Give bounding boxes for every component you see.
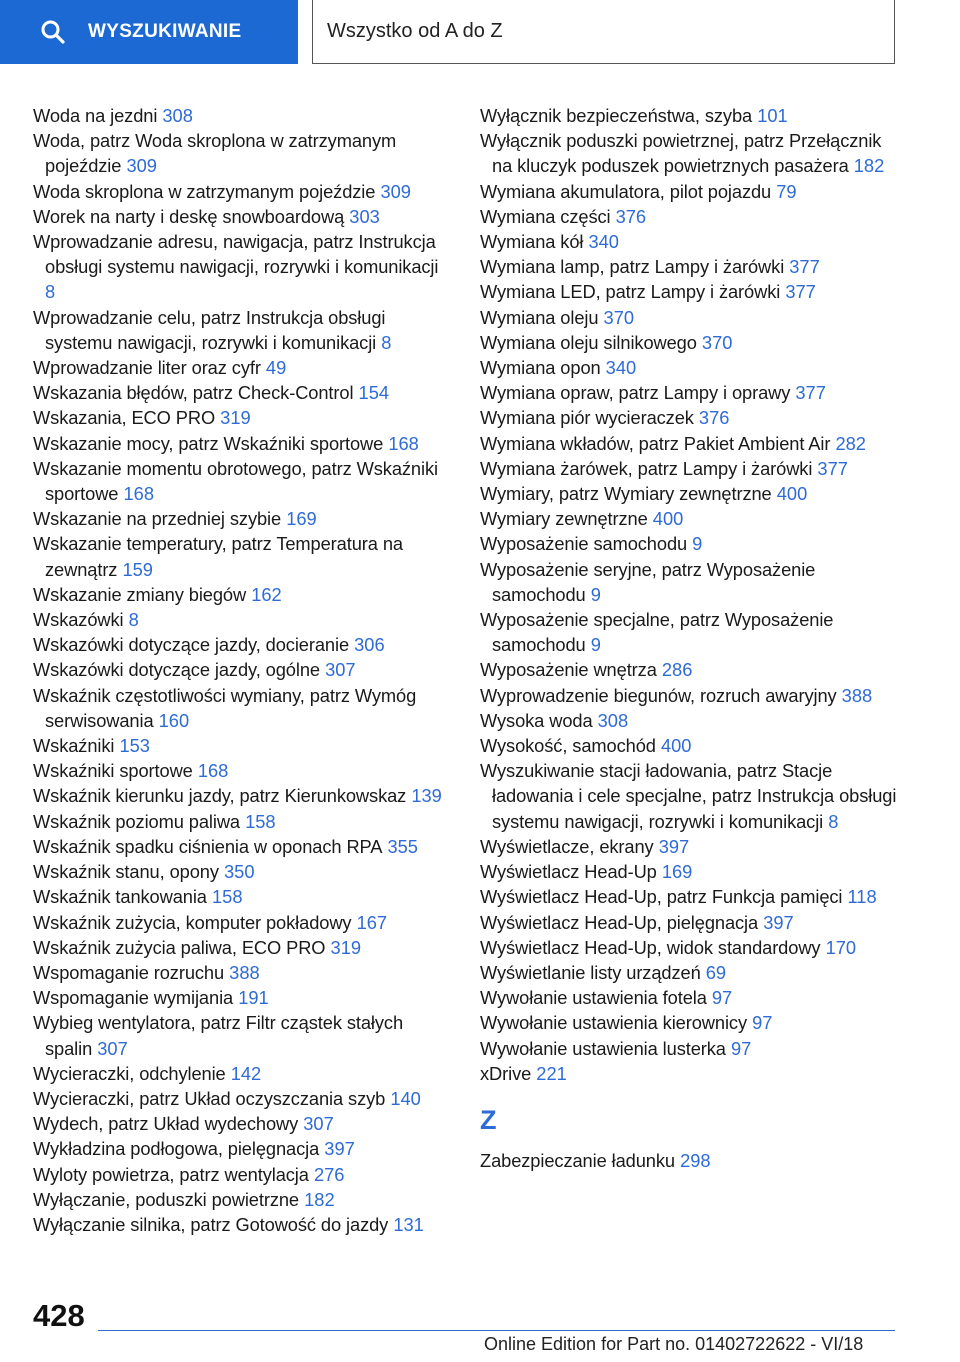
index-entry-page-link[interactable]: 306 bbox=[354, 634, 385, 656]
index-entry-page-link[interactable]: 8 bbox=[828, 810, 839, 832]
tab-a-to-z-label: Wszystko od A do Z bbox=[327, 20, 503, 42]
index-entry-term: Wyłączanie, poduszki powietrzne bbox=[33, 1188, 300, 1210]
page-number: 428 bbox=[33, 1298, 85, 1333]
index-entry-page-link[interactable]: 282 bbox=[835, 432, 866, 454]
index-entry-page-link[interactable]: 319 bbox=[330, 936, 362, 958]
index-entry-term: Wyświetlanie listy urządzeń bbox=[480, 961, 701, 983]
index-entry bbox=[33, 783, 443, 808]
index-entry bbox=[480, 708, 900, 733]
index-entry-page-link[interactable]: 142 bbox=[230, 1062, 262, 1084]
index-entry-term: Wyprowadzenie biegunów, rozruch awaryjny bbox=[480, 684, 837, 706]
index-entry-term: xDrive bbox=[480, 1062, 532, 1084]
index-entry-page-link[interactable]: 319 bbox=[220, 407, 251, 429]
index-entry bbox=[33, 103, 443, 128]
index-entry-term: Wprowadzanie celu, patrz Instrukcja obsługi systemu nawigacji, rozrywki i komunikacji bbox=[33, 306, 386, 353]
index-entry bbox=[33, 179, 443, 204]
index-entry-term: Wywołanie ustawienia lusterka bbox=[480, 1037, 726, 1059]
index-entry-page-link[interactable]: 191 bbox=[238, 987, 269, 1009]
index-entry bbox=[480, 758, 900, 834]
index-entry-term: Wskazanie mocy, patrz Wskaźniki sportowe bbox=[33, 432, 384, 454]
index-column-left bbox=[33, 103, 443, 1237]
index-entry-term: Wyświetlacz Head-Up, patrz Funkcja pamięci bbox=[480, 886, 843, 908]
index-entry-term: Wskazówki dotyczące jazdy, docieranie bbox=[33, 634, 350, 656]
index-entry bbox=[480, 733, 900, 758]
index-entry-page-link[interactable]: 400 bbox=[660, 735, 692, 757]
index-entry-page-link[interactable]: 97 bbox=[752, 1012, 773, 1034]
index-entry-term: Wprowadzanie adresu, nawigacja, patrz Instrukcja obsługi systemu nawigacji, rozrywki i komunikacji bbox=[33, 231, 439, 278]
index-entry bbox=[480, 305, 900, 330]
index-entry-page-link[interactable]: 355 bbox=[387, 835, 418, 857]
index-entry-page-link[interactable]: 400 bbox=[776, 483, 808, 505]
index-entry-page-link[interactable]: 377 bbox=[795, 382, 826, 404]
index-entry-term: Zabezpieczanie ładunku bbox=[480, 1149, 675, 1171]
index-entry-page-link[interactable]: 118 bbox=[847, 886, 877, 908]
index-entry-term: Wskazanie na przedniej szybie bbox=[33, 508, 282, 530]
index-entry-page-link[interactable]: 388 bbox=[841, 684, 873, 706]
index-entry-term: Wybieg wentylatora, patrz Filtr cząstek stałych spalin bbox=[33, 1012, 404, 1059]
index-entry bbox=[480, 481, 900, 506]
index-entry bbox=[480, 1010, 900, 1035]
index-entry-term: Wycieraczki, patrz Układ oczyszczania szyb bbox=[33, 1087, 386, 1109]
index-entry-page-link[interactable]: 307 bbox=[97, 1037, 128, 1059]
index-entry bbox=[480, 1148, 900, 1173]
index-entry-term: Wspomaganie wymijania bbox=[33, 987, 234, 1009]
index-entry-term: Wymiana części bbox=[480, 205, 611, 227]
index-entry-term: Wprowadzanie liter oraz cyfr bbox=[33, 357, 261, 379]
index-entry-page-link[interactable]: 97 bbox=[730, 1037, 752, 1059]
index-entry-page-link[interactable]: 308 bbox=[597, 709, 629, 731]
index-entry-term: Woda na jezdni bbox=[33, 105, 158, 126]
index-entry-page-link[interactable]: 162 bbox=[251, 583, 282, 605]
index-entry-page-link[interactable]: 139 bbox=[411, 785, 442, 807]
index-entry bbox=[33, 1111, 443, 1136]
index-entry-page-link[interactable]: 49 bbox=[265, 357, 287, 379]
index-entry bbox=[33, 758, 443, 783]
search-tab[interactable] bbox=[0, 0, 298, 64]
index-entry-term: Wymiana opon bbox=[480, 357, 601, 379]
index-entry-page-link[interactable]: 397 bbox=[324, 1138, 355, 1160]
index-entry-term: Wysokość, samochód bbox=[480, 735, 656, 757]
index-entry bbox=[33, 380, 443, 405]
index-entry bbox=[33, 607, 443, 632]
index-entry-page-link[interactable]: 340 bbox=[588, 231, 619, 253]
index-entry bbox=[33, 531, 443, 581]
footer-rule bbox=[98, 1330, 895, 1331]
index-entry-page-link[interactable]: 169 bbox=[661, 861, 693, 883]
index-entry-term: Wymiana wkładów, patrz Pakiet Ambient Air bbox=[480, 432, 831, 454]
index-entry-page-link[interactable]: 370 bbox=[603, 306, 635, 328]
footer-edition-text: Online Edition for Part no. 01402722622 - VI/18 bbox=[484, 1334, 864, 1354]
section-letter-z: Z bbox=[480, 1104, 497, 1135]
index-column-right bbox=[480, 103, 900, 1173]
index-entry-page-link[interactable]: 182 bbox=[853, 155, 885, 177]
index-entry-page-link[interactable]: 350 bbox=[223, 861, 255, 883]
index-entry bbox=[480, 1061, 900, 1086]
index-entry-page-link[interactable]: 153 bbox=[119, 735, 150, 757]
index-entry bbox=[33, 1162, 443, 1187]
index-entry-term: Wspomaganie rozruchu bbox=[33, 961, 225, 983]
index-entry-page-link[interactable]: 298 bbox=[680, 1149, 711, 1171]
index-entry-page-link[interactable]: 276 bbox=[313, 1163, 345, 1185]
index-entry-page-link[interactable]: 140 bbox=[390, 1087, 421, 1109]
index-entry-term: Wskaźniki sportowe bbox=[33, 760, 193, 782]
index-entry-term: Wyłącznik poduszki powietrznej, patrz Przełącznik na kluczyk poduszek powietrznych pasażera bbox=[480, 130, 882, 177]
index-entry bbox=[33, 128, 443, 178]
index-entry bbox=[480, 985, 900, 1010]
index-entry bbox=[33, 506, 443, 531]
index-entry-page-link[interactable]: 154 bbox=[358, 382, 390, 404]
index-entry-term: Wskazania, ECO PRO bbox=[33, 407, 216, 429]
index-entry-page-link[interactable]: 79 bbox=[776, 180, 797, 202]
index-entry-page-link[interactable]: 9 bbox=[590, 583, 601, 605]
index-entry bbox=[33, 1086, 443, 1111]
index-entry bbox=[480, 103, 900, 128]
index-entry-term: Wskaźnik częstotliwości wymiany, patrz Wymóg serwisowania bbox=[33, 684, 417, 731]
index-entry-term: Wymiana piór wycieraczek bbox=[480, 407, 694, 429]
index-entry-page-link[interactable]: 340 bbox=[605, 357, 637, 379]
index-entry bbox=[480, 456, 900, 481]
index-entry-page-link[interactable]: 309 bbox=[126, 155, 157, 177]
index-entry bbox=[480, 506, 900, 531]
index-entry-page-link[interactable]: 169 bbox=[286, 508, 317, 530]
index-entry-page-link[interactable]: 400 bbox=[652, 508, 684, 530]
index-entry-term: Wyposażenie wnętrza bbox=[480, 659, 657, 681]
index-entry bbox=[480, 204, 900, 229]
index-entry bbox=[33, 683, 443, 733]
index-entry-term: Wyświetlacz Head-Up, pielęgnacja bbox=[480, 911, 759, 933]
index-entry-page-link[interactable]: 308 bbox=[162, 105, 193, 126]
index-entry bbox=[480, 279, 900, 304]
index-entry bbox=[33, 910, 443, 935]
index-entry bbox=[33, 733, 443, 758]
index-entry bbox=[33, 632, 443, 657]
index-entry-term: Woda skroplona w zatrzymanym pojeździe bbox=[33, 180, 376, 202]
index-entry-term: Wywołanie ustawienia fotela bbox=[480, 987, 707, 1009]
index-entry bbox=[33, 204, 443, 229]
index-entry-term: Wyposażenie samochodu bbox=[480, 533, 688, 555]
index-entry bbox=[480, 128, 900, 178]
index-entry-page-link[interactable]: 376 bbox=[615, 205, 647, 227]
search-tab-label: WYSZUKIWANIE bbox=[88, 21, 242, 42]
index-entry bbox=[33, 960, 443, 985]
search-icon bbox=[40, 19, 66, 45]
index-entry-term: Wyłączanie silnika, patrz Gotowość do jazdy bbox=[33, 1213, 389, 1235]
index-entry bbox=[480, 884, 900, 909]
index-entry bbox=[480, 910, 900, 935]
index-entry-term: Wskaźnik zużycia, komputer pokładowy bbox=[33, 911, 352, 933]
index-entry bbox=[33, 657, 443, 682]
index-entry-term: Wskazówki bbox=[33, 609, 124, 631]
index-entry bbox=[33, 1061, 443, 1086]
index-entry-page-link[interactable]: 8 bbox=[45, 281, 56, 303]
index-entry bbox=[33, 582, 443, 607]
index-entry-page-link[interactable]: 158 bbox=[211, 886, 243, 908]
index-entry-term: Wskaźnik tankowania bbox=[33, 886, 207, 908]
index-entry-term: Wskaźnik zużycia paliwa, ECO PRO bbox=[33, 936, 326, 958]
index-entry-term: Wymiary, patrz Wymiary zewnętrzne bbox=[480, 483, 772, 505]
index-entry bbox=[33, 355, 443, 380]
index-entry-term: Wskaźnik kierunku jazdy, patrz Kierunkowskaz bbox=[33, 785, 407, 807]
index-entry bbox=[480, 607, 900, 657]
index-entry-term: Wskazanie momentu obrotowego, patrz Wskaźniki sportowe bbox=[33, 457, 438, 505]
index-entry bbox=[480, 960, 900, 985]
index-entry-term: Wskaźnik stanu, opony bbox=[33, 861, 219, 883]
index-entry-page-link[interactable]: 159 bbox=[122, 558, 153, 580]
index-entry bbox=[33, 985, 443, 1010]
index-entry-term: Wskazania błędów, patrz Check-Control bbox=[33, 382, 354, 404]
tab-a-to-z[interactable] bbox=[312, 0, 895, 64]
index-entry-page-link[interactable]: 309 bbox=[380, 180, 411, 202]
index-entry-page-link[interactable]: 182 bbox=[304, 1188, 335, 1210]
index-entry-page-link[interactable]: 101 bbox=[757, 105, 788, 126]
index-entry bbox=[480, 683, 900, 708]
index-entry bbox=[480, 1036, 900, 1061]
index-entry-term: Woda, patrz Woda skroplona w zatrzymanym pojeździe bbox=[33, 130, 397, 177]
index-entry-page-link[interactable]: 168 bbox=[388, 432, 419, 454]
index-entry-page-link[interactable]: 286 bbox=[661, 659, 693, 681]
index-entry-term: Wysoka woda bbox=[480, 709, 593, 731]
index-entry bbox=[480, 355, 900, 380]
index-entry-page-link[interactable]: 167 bbox=[356, 911, 388, 933]
index-entry-term: Wycieraczki, odchylenie bbox=[33, 1062, 226, 1084]
index-entry-term: Wymiary zewnętrzne bbox=[480, 508, 648, 530]
index-entry-term: Wskazówki dotyczące jazdy, ogólne bbox=[33, 659, 320, 681]
index-entry-page-link[interactable]: 69 bbox=[705, 961, 727, 983]
index-entry-page-link[interactable]: 397 bbox=[763, 911, 794, 933]
index-entry-term: Wymiana kół bbox=[480, 231, 584, 253]
index-entry-page-link[interactable]: 160 bbox=[158, 709, 190, 731]
index-entry bbox=[480, 254, 900, 279]
index-entry bbox=[480, 657, 900, 682]
index-entry bbox=[33, 1136, 443, 1161]
index-entry bbox=[33, 305, 443, 355]
index-entry-term: Wskaźnik spadku ciśnienia w oponach RPA bbox=[33, 835, 383, 857]
index-entry-page-link[interactable]: 131 bbox=[393, 1213, 424, 1235]
index-entry bbox=[33, 884, 443, 909]
index-entry-term: Wyposażenie seryjne, patrz Wyposażenie samochodu bbox=[480, 558, 816, 605]
index-entry-term: Wydech, patrz Układ wydechowy bbox=[33, 1113, 299, 1135]
index-entry-page-link[interactable]: 8 bbox=[381, 331, 392, 353]
index-entry-term: Wykładzina podłogowa, pielęgnacja bbox=[33, 1138, 320, 1160]
index-entry-page-link[interactable]: 376 bbox=[698, 407, 730, 429]
index-entry bbox=[33, 229, 443, 305]
index-entry bbox=[480, 859, 900, 884]
index-entry-term: Wymiana oleju bbox=[480, 306, 599, 328]
index-entry-page-link[interactable]: 9 bbox=[590, 634, 601, 656]
index-entry-term: Wymiana akumulatora, pilot pojazdu bbox=[480, 180, 772, 202]
index-entry-term: Wyświetlacze, ekrany bbox=[480, 835, 654, 857]
index-entry-term: Wskazanie temperatury, patrz Temperatura na zewnątrz bbox=[33, 533, 403, 580]
index-entry-term: Wskazanie zmiany biegów bbox=[33, 583, 247, 605]
index-entry bbox=[480, 557, 900, 607]
index-entry bbox=[480, 229, 900, 254]
index-entry bbox=[33, 431, 443, 456]
index-entry-page-link[interactable]: 170 bbox=[825, 936, 857, 958]
index-entry-term: Wyszukiwanie stacji ładowania, patrz Stacje ładowania i cele specjalne, patrz Instrukcja obsługi systemu nawigacji, rozrywki i komunikacji bbox=[480, 760, 897, 832]
index-entry bbox=[480, 431, 900, 456]
index-entry bbox=[33, 809, 443, 834]
index-entry-term: Wyświetlacz Head-Up, widok standardowy bbox=[480, 936, 821, 958]
index-entry-page-link[interactable]: 221 bbox=[536, 1062, 567, 1084]
index-entry-page-link[interactable]: 397 bbox=[658, 835, 690, 857]
index-entry-page-link[interactable]: 307 bbox=[303, 1113, 334, 1135]
index-entry-term: Wyświetlacz Head-Up bbox=[480, 861, 657, 883]
index-entry-page-link[interactable]: 9 bbox=[692, 533, 703, 555]
index-entry-term: Wskaźnik poziomu paliwa bbox=[33, 810, 240, 832]
index-entry-term: Wyposażenie specjalne, patrz Wyposażenie samochodu bbox=[480, 609, 834, 656]
index-entry-page-link[interactable]: 97 bbox=[711, 987, 733, 1009]
index-entry bbox=[33, 1010, 443, 1060]
index-entry bbox=[480, 330, 900, 355]
index-entry-page-link[interactable]: 307 bbox=[325, 659, 356, 681]
index-entry-page-link[interactable]: 377 bbox=[789, 256, 820, 278]
index-entry-term: Wywołanie ustawienia kierownicy bbox=[480, 1012, 748, 1034]
index-entry bbox=[33, 405, 443, 430]
index-entry bbox=[480, 531, 900, 556]
index-entry-term: Wymiana opraw, patrz Lampy i oprawy bbox=[480, 382, 791, 404]
index-entry-term: Wymiana LED, patrz Lampy i żarówki bbox=[480, 281, 781, 303]
index-entry bbox=[33, 1187, 443, 1212]
index-entry bbox=[33, 935, 443, 960]
index-entry-page-link[interactable]: 158 bbox=[245, 810, 276, 832]
index-entry bbox=[33, 1212, 443, 1237]
index-entry bbox=[480, 405, 900, 430]
index-entry-page-link[interactable]: 377 bbox=[785, 281, 816, 303]
index-entry-page-link[interactable]: 8 bbox=[128, 609, 139, 631]
index-entry bbox=[480, 935, 900, 960]
index-entries-w bbox=[480, 103, 900, 1086]
index-entry-term: Wskaźniki bbox=[33, 735, 115, 757]
index-entry-term: Wyłącznik bezpieczeństwa, szyba bbox=[480, 105, 753, 126]
index-entry-page-link[interactable]: 303 bbox=[349, 205, 380, 227]
index-entry-page-link[interactable]: 168 bbox=[123, 483, 154, 505]
index-entry-term: Wymiana oleju silnikowego bbox=[480, 331, 697, 353]
index-entry-term: Wymiana żarówek, patrz Lampy i żarówki bbox=[480, 457, 813, 479]
index-entry bbox=[33, 834, 443, 859]
index-entry-page-link[interactable]: 388 bbox=[229, 961, 260, 983]
index-entry bbox=[33, 859, 443, 884]
index-entry bbox=[480, 834, 900, 859]
index-entry-term: Worek na narty i deskę snowboardową bbox=[33, 205, 345, 227]
index-entry-page-link[interactable]: 370 bbox=[701, 331, 733, 353]
index-entry-page-link[interactable]: 377 bbox=[817, 457, 848, 479]
index-entry bbox=[480, 380, 900, 405]
index-entry-term: Wymiana lamp, patrz Lampy i żarówki bbox=[480, 256, 785, 278]
index-entry-page-link[interactable]: 168 bbox=[197, 760, 229, 782]
index-entry-term: Wyloty powietrza, patrz wentylacja bbox=[33, 1163, 309, 1185]
index-entry bbox=[33, 456, 443, 506]
index-entries-z bbox=[480, 1148, 900, 1173]
index-entry bbox=[480, 179, 900, 204]
